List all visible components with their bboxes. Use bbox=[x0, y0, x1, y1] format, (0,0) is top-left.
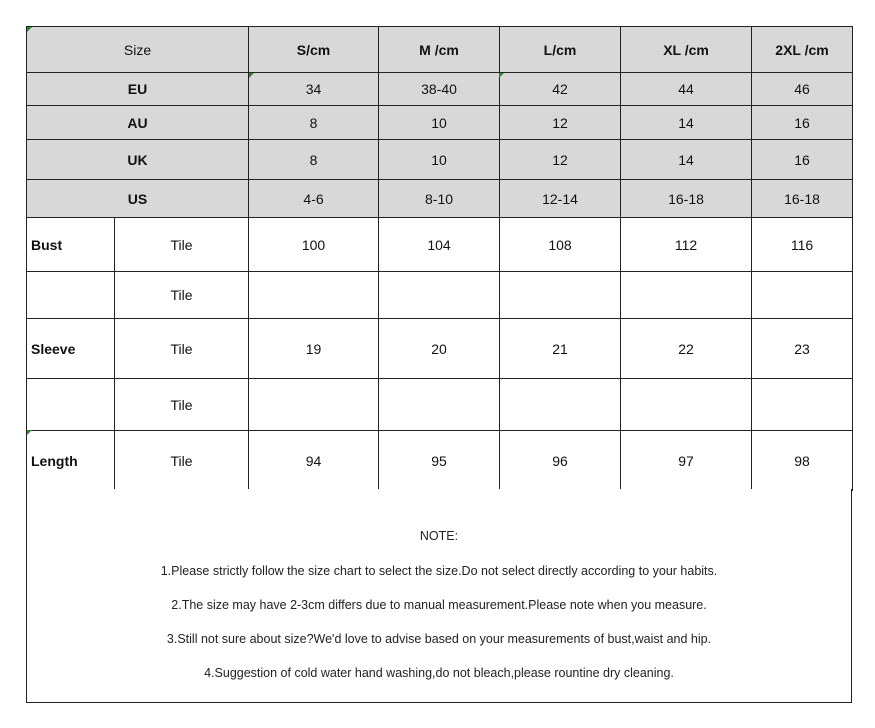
measurement-label: Sleeve bbox=[27, 319, 115, 379]
measurement-value bbox=[249, 272, 379, 319]
cell-marker-icon bbox=[249, 73, 254, 78]
region-value: 14 bbox=[621, 106, 752, 140]
size-chart-table bbox=[26, 26, 853, 491]
measurement-value: 98 bbox=[752, 431, 853, 491]
measurement-value: 112 bbox=[621, 218, 752, 272]
region-label: US bbox=[27, 180, 249, 218]
region-value: 44 bbox=[621, 73, 752, 106]
size-header-2xl: 2XL /cm bbox=[752, 27, 853, 73]
measurement-value: 108 bbox=[500, 218, 621, 272]
size-header-s: S/cm bbox=[249, 27, 379, 73]
region-value: 16-18 bbox=[752, 180, 853, 218]
header-row bbox=[27, 27, 853, 73]
region-value: 8-10 bbox=[379, 180, 500, 218]
region-value: 10 bbox=[379, 106, 500, 140]
measurement-value: 19 bbox=[249, 319, 379, 379]
note-heading: NOTE: bbox=[419, 529, 459, 543]
note-line-1: 1.Please strictly follow the size chart to select the size.Do not select directly according to your habits. bbox=[160, 564, 718, 578]
measurement-value bbox=[621, 379, 752, 431]
measurement-value bbox=[752, 379, 853, 431]
region-row-au bbox=[27, 106, 853, 140]
region-value: 14 bbox=[621, 140, 752, 180]
size-header-m: M /cm bbox=[379, 27, 500, 73]
measurement-sub-label: Tile bbox=[115, 272, 249, 319]
measurement-value bbox=[500, 379, 621, 431]
region-value: 16-18 bbox=[621, 180, 752, 218]
region-value: 16 bbox=[752, 140, 853, 180]
note-line-2: 2.The size may have 2-3cm differs due to manual measurement.Please note when you measure. bbox=[171, 598, 707, 612]
region-value: 8 bbox=[249, 140, 379, 180]
region-value: 34 bbox=[249, 73, 379, 106]
note-section bbox=[26, 489, 852, 703]
measurement-value: 21 bbox=[500, 319, 621, 379]
measurement-label: Length bbox=[27, 431, 115, 491]
measurement-value: 96 bbox=[500, 431, 621, 491]
measurement-sub-label: Tile bbox=[115, 379, 249, 431]
cell-marker-icon bbox=[499, 73, 504, 78]
region-row-eu bbox=[27, 73, 853, 106]
note-line-3: 3.Still not sure about size?We'd love to advise based on your measurements of bust,waist and hip. bbox=[166, 632, 712, 646]
region-value: 12 bbox=[500, 106, 621, 140]
measurement-row-sleeve bbox=[27, 319, 853, 379]
measurement-value: 104 bbox=[379, 218, 500, 272]
measurement-row-blank bbox=[27, 379, 853, 431]
region-value: 10 bbox=[379, 140, 500, 180]
cell-marker-icon bbox=[27, 430, 32, 435]
measurement-value: 20 bbox=[379, 319, 500, 379]
region-value: 38-40 bbox=[379, 73, 500, 106]
region-label: AU bbox=[27, 106, 249, 140]
measurement-row-length bbox=[27, 431, 853, 491]
size-title: Size bbox=[27, 27, 249, 73]
measurement-value: 116 bbox=[752, 218, 853, 272]
measurement-value: 23 bbox=[752, 319, 853, 379]
note-line-4: 4.Suggestion of cold water hand washing,do not bleach,please rountine dry cleaning. bbox=[204, 666, 674, 680]
measurement-value bbox=[752, 272, 853, 319]
measurement-value: 22 bbox=[621, 319, 752, 379]
measurement-value bbox=[621, 272, 752, 319]
measurement-label bbox=[27, 379, 115, 431]
region-value: 8 bbox=[249, 106, 379, 140]
measurement-sub-label: Tile bbox=[115, 431, 249, 491]
measurement-value bbox=[249, 379, 379, 431]
region-value: 42 bbox=[500, 73, 621, 106]
measurement-label bbox=[27, 272, 115, 319]
size-header-l: L/cm bbox=[500, 27, 621, 73]
measurement-value: 95 bbox=[379, 431, 500, 491]
region-value: 4-6 bbox=[249, 180, 379, 218]
region-value: 12-14 bbox=[500, 180, 621, 218]
measurement-sub-label: Tile bbox=[115, 218, 249, 272]
region-label: EU bbox=[27, 73, 249, 106]
region-row-uk bbox=[27, 140, 853, 180]
region-label: UK bbox=[27, 140, 249, 180]
measurement-value bbox=[379, 379, 500, 431]
measurement-value: 100 bbox=[249, 218, 379, 272]
measurement-value: 94 bbox=[249, 431, 379, 491]
cell-marker-icon bbox=[27, 27, 32, 32]
size-header-xl: XL /cm bbox=[621, 27, 752, 73]
measurement-value bbox=[500, 272, 621, 319]
measurement-label: Bust bbox=[27, 218, 115, 272]
region-value: 16 bbox=[752, 106, 853, 140]
region-value: 12 bbox=[500, 140, 621, 180]
region-value: 46 bbox=[752, 73, 853, 106]
measurement-sub-label: Tile bbox=[115, 319, 249, 379]
measurement-value: 97 bbox=[621, 431, 752, 491]
measurement-value bbox=[379, 272, 500, 319]
region-row-us bbox=[27, 180, 853, 218]
measurement-row-blank bbox=[27, 272, 853, 319]
measurement-row-bust bbox=[27, 218, 853, 272]
